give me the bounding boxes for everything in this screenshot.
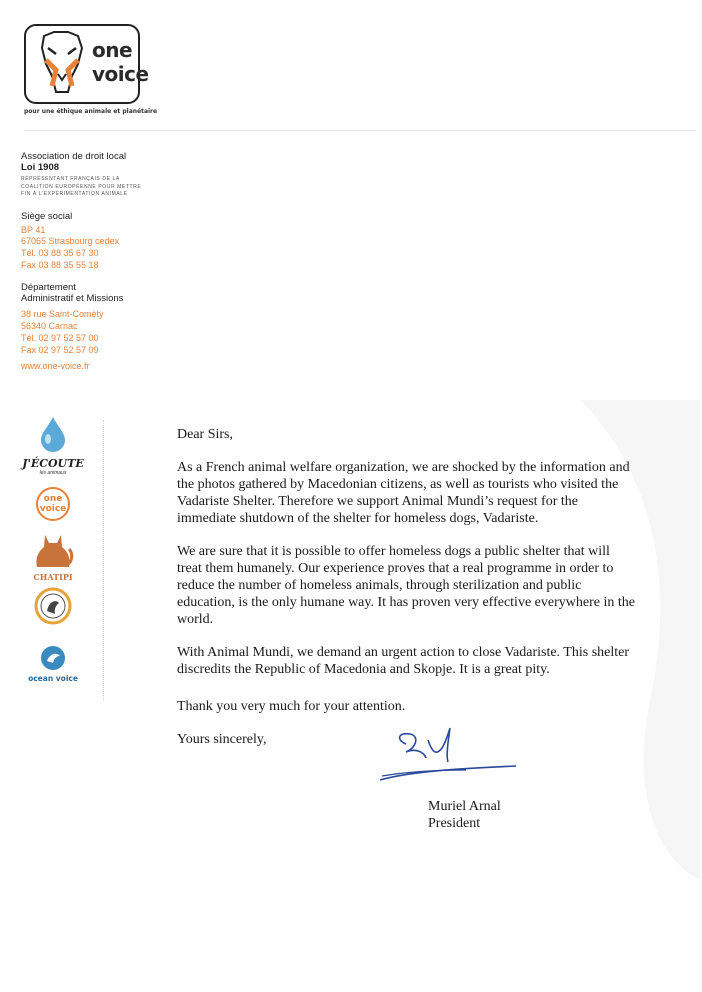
one-voice-logo [24, 24, 149, 104]
dolphin-icon [40, 645, 66, 671]
badge-voice: voice [39, 504, 67, 514]
cat-icon [31, 531, 75, 571]
siege-line: BP 41 [21, 224, 46, 235]
sidebar-contact-info [21, 151, 161, 372]
paragraph-1: As a French animal welfare organization, we are shocked by the information and the photos gathered by Macedonian citizens, as well as tourists who visited the Vadariste Shelter. Therefore we support Animal Mundi’s request for the immediate shutdown of the shelter for homeless dogs, Vadariste. [177, 460, 630, 526]
signer-title: President [428, 816, 481, 831]
siege-line: 67065 Strasbourg cedex [21, 236, 120, 247]
jecoute-logo [18, 457, 88, 476]
header-divider [24, 130, 696, 131]
siege-phone: Tél. 03 88 35 67 30 [21, 248, 99, 259]
chatipi-logo [18, 531, 88, 582]
one-voice-badge [18, 487, 88, 521]
paragraph-3: With Animal Mundi, we demand an urgent action to close Vadariste. This shelter discredits the Republic of Macedonia and Skopje. It is a great pity. [177, 645, 630, 677]
ocean-voice-text: ocean voice [28, 674, 78, 683]
org-note-2: COALITION EUROPÉENNE POUR METTRE [21, 183, 142, 190]
paragraph-2: We are sure that it is possible to offer homeless dogs a public shelter that will treat them humanely. Our experience proves that a real programme in order to reduce the number of homeless animals, through sterilization and public education, is the only humane way. It has proven very effective everywhere in the world. [177, 544, 635, 627]
salutation: Dear Sirs, [177, 427, 233, 442]
handwritten-signature [376, 722, 526, 788]
org-note-1: REPRÉSENTANT FRANÇAIS DE LA [21, 176, 120, 182]
logo-word-one: one [92, 38, 133, 62]
dept-subtitle: Administratif et Missions [21, 293, 124, 304]
sidebar-divider [103, 420, 104, 700]
letter-body [177, 426, 637, 748]
dept-line: 38 rue Saint-Cométy [21, 309, 104, 319]
org-note-3: FIN À L'EXPÉRIMENTATION ANIMALE [21, 191, 128, 197]
signer-block [428, 798, 501, 832]
thanks-line: Thank you very much for your attention. [177, 699, 406, 714]
logo-word-voice: voice [92, 62, 149, 86]
jecoute-text: J'ÉCOUTE [22, 457, 84, 470]
dept-fax: Fax 02 97 52 57 09 [21, 344, 99, 355]
badge-one: one [43, 494, 63, 504]
water-drop-icon [36, 415, 70, 453]
org-law: Loi 1908 [21, 162, 60, 173]
seal-icon [34, 587, 72, 625]
org-status: Association de droit local [21, 151, 127, 162]
logo-tagline: pour une éthique animale et planétaire [24, 108, 158, 115]
closing-line: Yours sincerely, [177, 732, 267, 747]
signer-name: Muriel Arnal [428, 799, 501, 814]
dept-title: Département [21, 282, 76, 293]
website-link[interactable]: www.one-voice.fr [21, 360, 90, 371]
jecoute-sub: les animaux [39, 470, 67, 476]
dept-phone: Tél. 02 97 52 57 00 [21, 332, 99, 343]
dept-line: 56340 Carnac [21, 320, 78, 331]
siege-title: Siège social [21, 210, 73, 222]
round-seal-logo [18, 587, 88, 630]
chatipi-text: CHATIPI [33, 572, 73, 582]
ocean-voice-logo [18, 645, 88, 683]
water-drop-logo [18, 415, 88, 458]
tiger-icon [34, 30, 90, 102]
siege-fax: Fax 03 88 35 55 18 [21, 260, 99, 271]
